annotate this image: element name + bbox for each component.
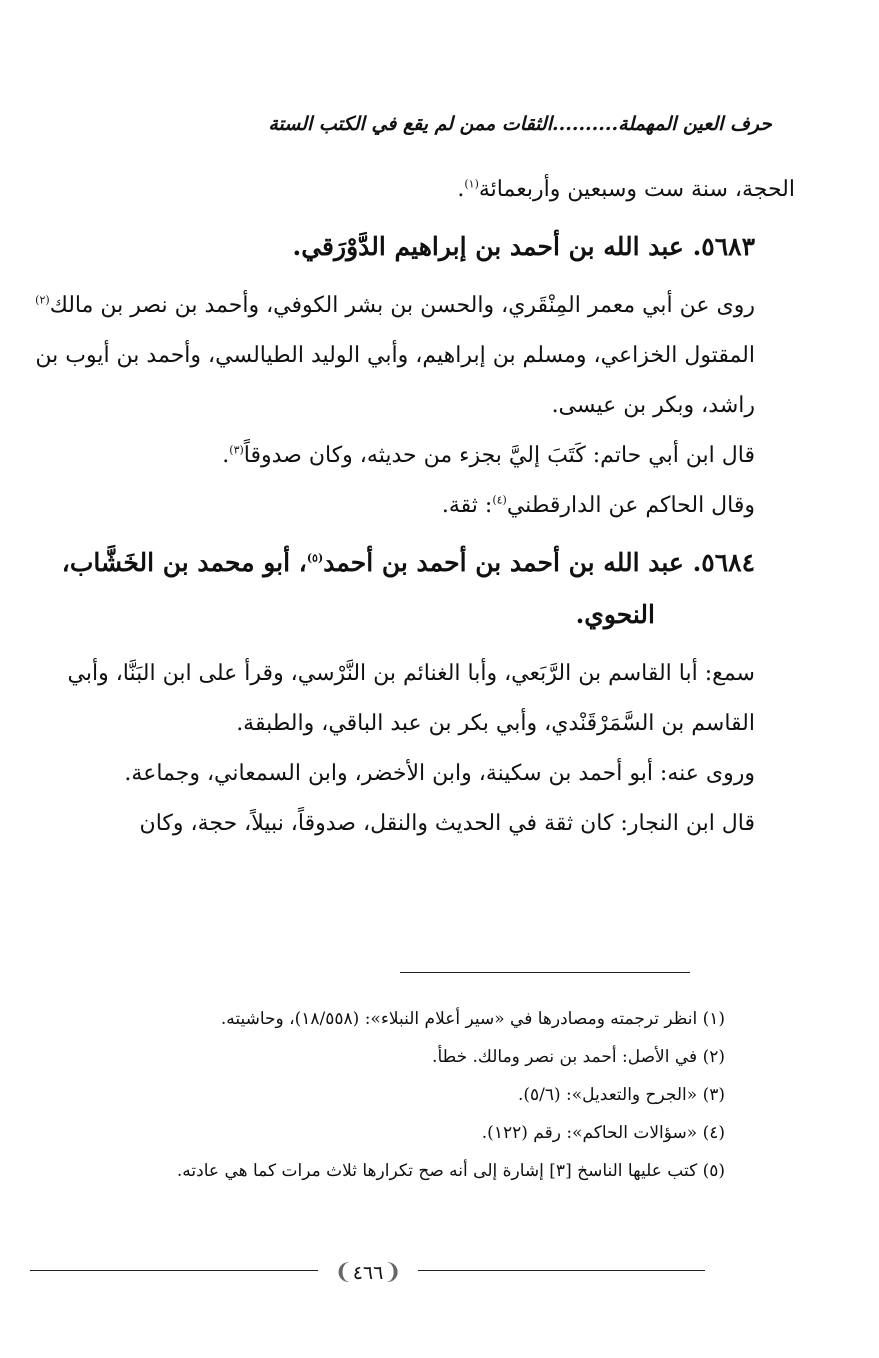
text: . [222, 443, 230, 468]
text: وقال الحاكم عن الدارقطني [506, 493, 755, 518]
entry-name-cont: ، أبو محمد بن الخَشَّاب، [61, 548, 307, 577]
entry-5684-quote: قال ابن النجار: كان ثقة في الحديث والنقل، صدوقاً، نبيلاً، حجة، وكان [139, 811, 755, 836]
footnote-ref: (٥) [306, 551, 324, 565]
text: الحجة، سنة ست وسبعين وأربعمائة [478, 177, 795, 202]
text: قال ابن أبي حاتم: كَتَبَ إليَّ بجزء من حديثه، وكان صدوقاً [243, 443, 755, 468]
footnote-ref: (٤) [492, 493, 507, 507]
entry-name: عبد الله بن أحمد بن أحمد بن أحمد [323, 548, 684, 577]
footnotes [100, 1000, 725, 1190]
running-header [40, 113, 772, 135]
footer-rule-right [418, 1270, 705, 1271]
entry-5684-students: وروى عنه: أبو أحمد بن سكينة، وابن الأخضر، وابن السمعاني، وجماعة. [124, 761, 755, 786]
entry-number: ٥٦٨٣. [692, 232, 755, 261]
entry-5683-quote-2 [35, 481, 795, 531]
header-chapter: حرف العين المهملة [618, 113, 772, 135]
page-footer [30, 1258, 705, 1294]
paragraph-continuation [35, 165, 795, 215]
entry-5684-teachers: سمع: أبا القاسم بن الرَّبَعي، وأبا الغنائم بن النَّرْسي، وقرأ على ابن البَنَّا، وأبي القاسم بن السَّمَرْقَنْدي، وأبي بكر بن عبد الباقي، والطبقة. [67, 661, 755, 736]
entry-number: ٥٦٨٤. [692, 548, 755, 577]
footnote-1: (١) انظر ترجمته ومصادرها في «سير أعلام النبلاء»: (١٨/٥٥٨)، وحاشيته. [220, 1009, 725, 1029]
footnote-4: (٤) «سؤالات الحاكم»: رقم (١٢٢). [481, 1123, 725, 1143]
footnote-5: (٥) كتب عليها الناسخ [٣] إشارة إلى أنه صح تكرارها ثلاث مرات كما هي عادته. [176, 1161, 725, 1181]
main-text [35, 165, 795, 849]
footnote-separator [400, 972, 690, 973]
entry-heading-5684 [35, 537, 795, 641]
footnote-2: (٢) في الأصل: أحمد بن نصر ومالك. خطأ. [432, 1047, 725, 1067]
header-book-title: الثقات ممن لم يقع في الكتب الستة [268, 113, 552, 135]
footnote-ref: (١) [464, 177, 479, 191]
text: المقتول الخزاعي، ومسلم بن إبراهيم، وأبي الوليد الطيالسي، وأحمد بن أيوب بن راشد، وبكر بن عيسى. [35, 343, 755, 418]
text: : ثقة. [441, 493, 493, 518]
footer-rule-left [30, 1270, 318, 1271]
header-dots: .......... [551, 113, 619, 135]
text: روى عن أبي معمر المِنْقَري، والحسن بن بشر الكوفي، وأحمد بن نصر بن مالك [49, 293, 755, 318]
text: . [457, 177, 465, 202]
footnote-ref: (٢) [35, 293, 50, 307]
entry-name-line-2: النحوي. [575, 600, 655, 629]
entry-heading-5683 [35, 221, 795, 273]
page-number-ornament [322, 1258, 414, 1292]
entry-name: عبد الله بن أحمد بن إبراهيم الدَّوْرَقي. [292, 232, 684, 261]
entry-5683-teachers [35, 281, 795, 431]
entry-5683-quote-1 [35, 431, 795, 481]
ornament-bracket-right-icon: ❩ [383, 1260, 402, 1285]
footnote-3: (٣) «الجرح والتعديل»: (٥/٦). [517, 1085, 725, 1105]
ornament-bracket-left-icon: ❨ [334, 1260, 353, 1285]
page-number: ٤٦٦ [352, 1262, 384, 1284]
footnote-ref: (٣) [229, 443, 244, 457]
